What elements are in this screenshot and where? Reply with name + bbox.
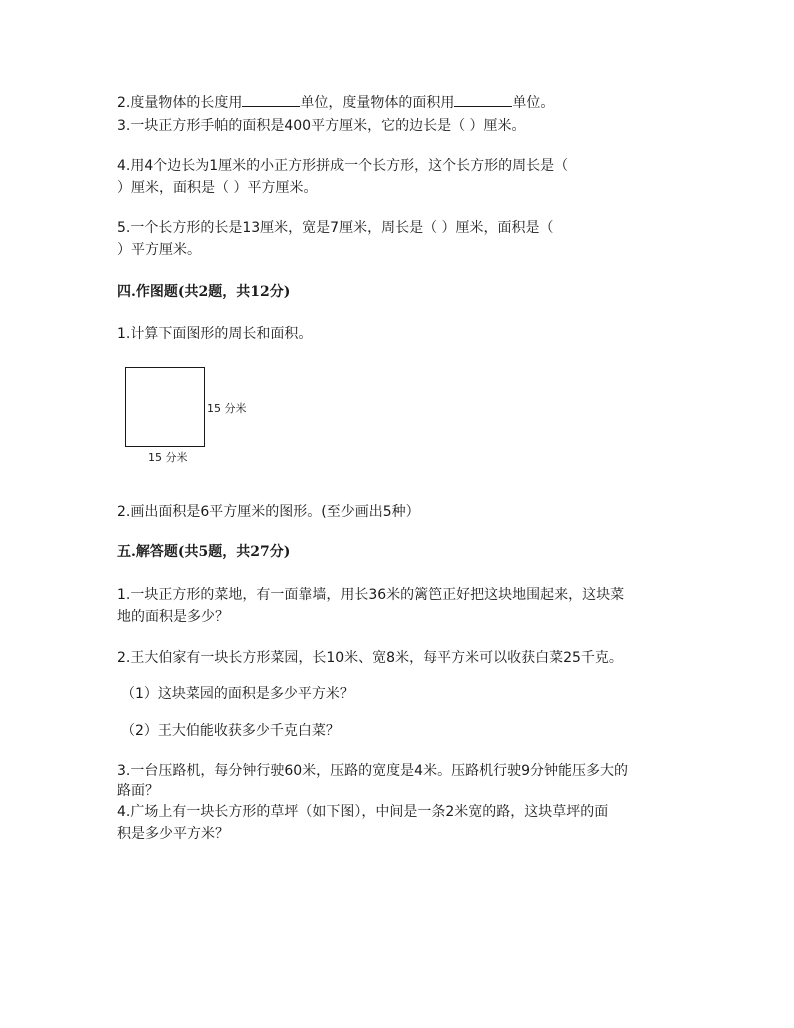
question-2-text-part2: 单位，度量物体的面积用: [300, 95, 455, 111]
section-5-question-4-line1: 4.广场上有一块长方形的草坪（如下图），中间是一条2米宽的路，这块草坪的面: [117, 804, 609, 820]
question-5-line2: ）平方厘米。: [117, 242, 201, 258]
section-4-question-2: 2.画出面积是6平方厘米的图形。(至少画出5种）: [117, 504, 420, 520]
section-5-question-4-line2: 积是多少平方米？: [117, 826, 229, 842]
question-4-line2: ）厘米，面积是（ ）平方厘米。: [117, 180, 318, 196]
section-5-question-2-sub-1: （1）这块菜园的面积是多少平方米？: [121, 686, 354, 702]
question-2-text-part3: 单位。: [512, 95, 555, 111]
section-5-question-1-line2: 地的面积是多少？: [117, 609, 229, 625]
question-3: 3.一块正方形手帕的面积是400平方厘米，它的边长是（ ）厘米。: [117, 118, 526, 134]
section-4-question-1: 1.计算下面图形的周长和面积。: [117, 326, 313, 342]
square-figure: [125, 367, 205, 447]
square-side-label-right: 15 分米: [207, 402, 247, 415]
section-5-question-3-line2: 路面？: [117, 783, 159, 799]
section-5-question-1-line1: 1.一块正方形的菜地，有一面靠墙，用长36米的篱笆正好把这块地围起来，这块菜: [117, 587, 625, 603]
section-5-question-2-sub-2: （2）王大伯能收获多少千克白菜？: [121, 723, 340, 739]
section-5-title: 五.解答题(共5题，共27分): [117, 544, 291, 560]
question-4-line1: 4.用4个边长为1厘米的小正方形拼成一个长方形，这个长方形的周长是（: [117, 158, 569, 174]
question-5-line1: 5.一个长方形的长是13厘米，宽是7厘米，周长是（ ）厘米，面积是（: [117, 220, 554, 236]
answer-blank-2: [454, 92, 512, 107]
section-5-question-2: 2.王大伯家有一块长方形菜园，长10米、宽8米，每平方米可以收获白菜25千克。: [117, 650, 623, 666]
answer-blank-1: [242, 92, 300, 107]
square-side-label-bottom: 15 分米: [148, 451, 188, 464]
section-4-title: 四.作图题(共2题，共12分): [117, 284, 291, 300]
question-2-text-part1: 2.度量物体的长度用: [117, 95, 243, 111]
question-2: [117, 92, 554, 113]
section-5-question-3-line1: 3.一台压路机，每分钟行驶60米，压路的宽度是4米。压路机行驶9分钟能压多大的: [117, 763, 628, 779]
